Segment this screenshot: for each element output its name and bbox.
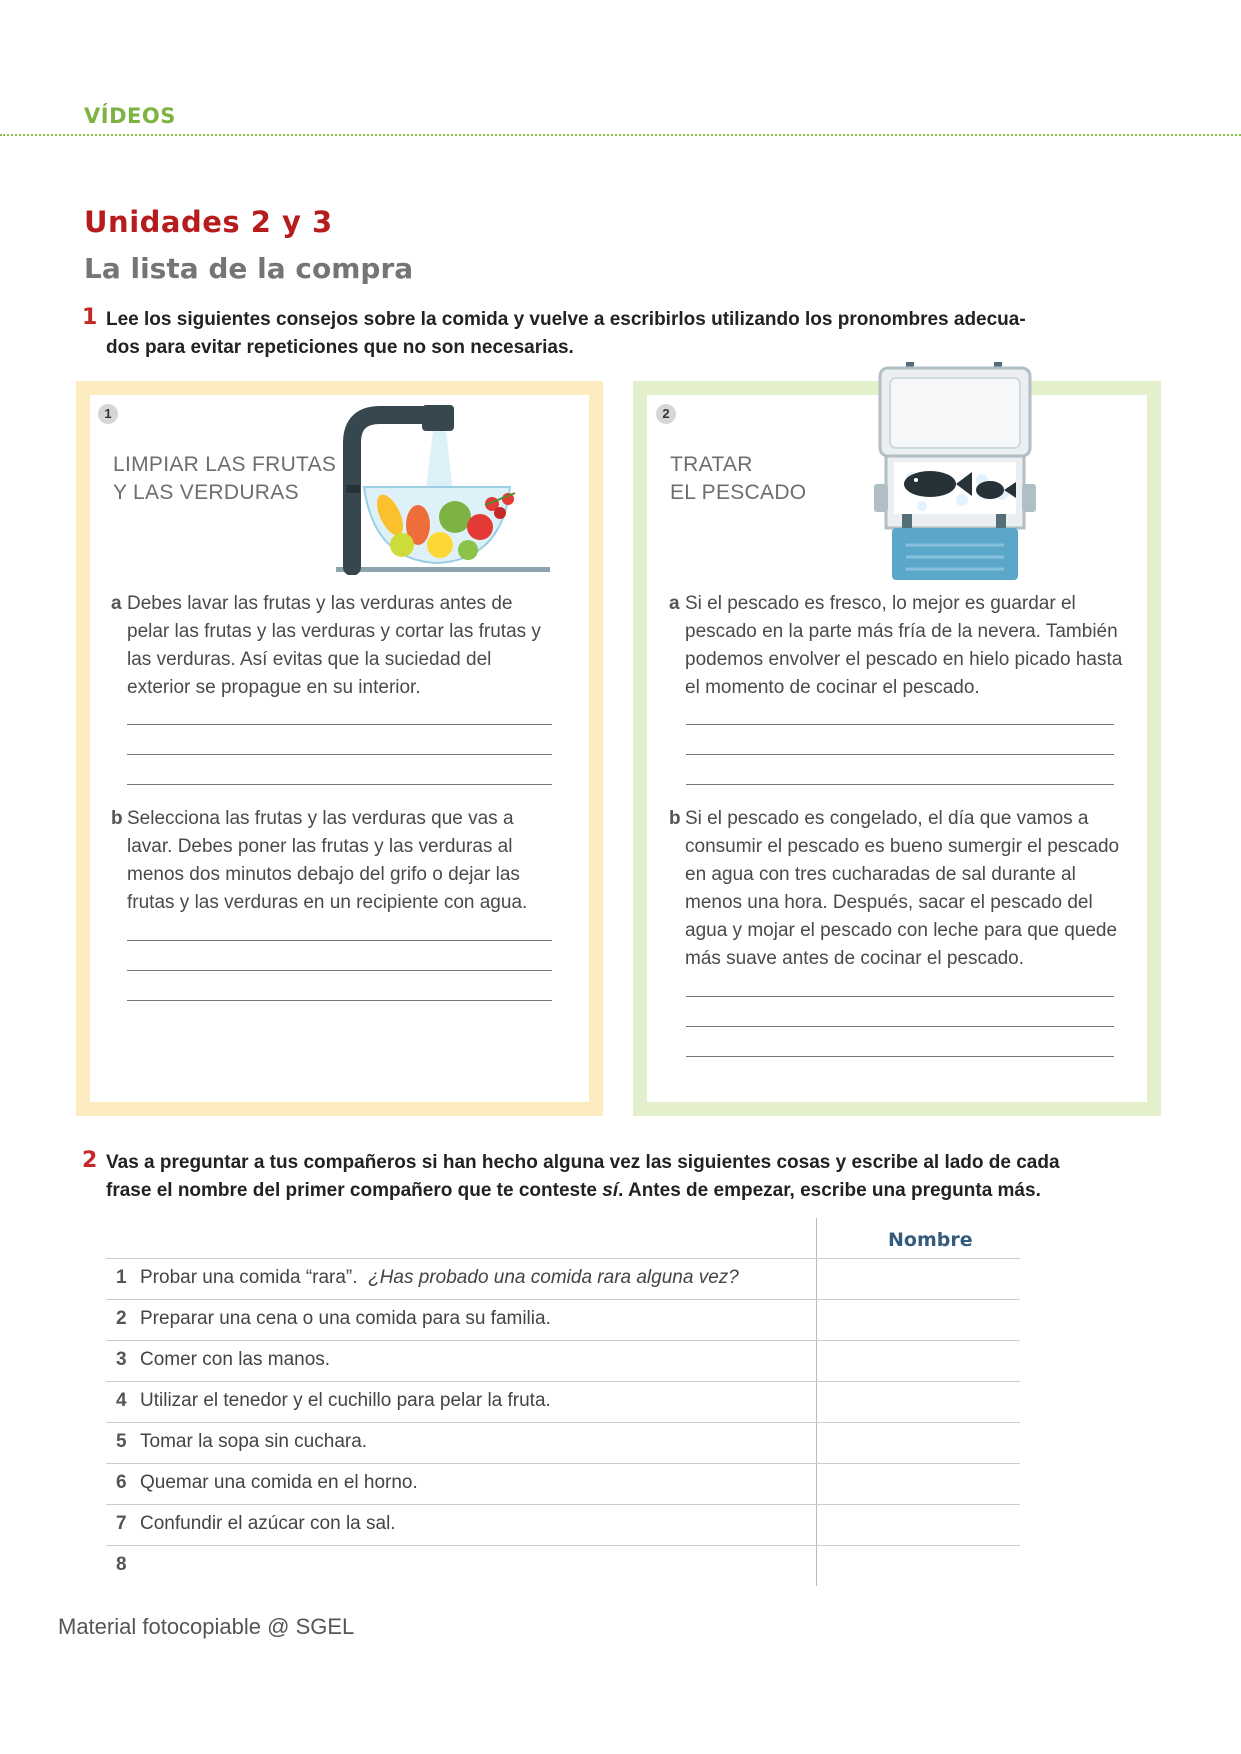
card-2-item-a: a Si el pescado es fresco, lo mejor es guardar el pescado en la parte más fría de la nevera. También podemos envolver el pescado en hielo picado hasta el momento de cocinar el pescado.: [669, 593, 1123, 698]
card-1-number: 1: [98, 404, 118, 424]
section-label: VÍDEOS: [84, 104, 176, 128]
answer-line[interactable]: [686, 1026, 1114, 1027]
cooler-fish-illustration: [872, 360, 1037, 582]
row-number: 4: [116, 1390, 127, 1411]
card-1-item-a: a Debes lavar las frutas y las verduras antes de pelar las frutas y las verduras y cortar las frutas y las verduras. Así evitas que la suciedad del exterior se propague en su interior.: [111, 593, 541, 698]
table-column-divider: [816, 1218, 817, 1586]
table-row: Confundir el azúcar con la sal.: [140, 1513, 396, 1534]
own-question-field[interactable]: [140, 1554, 800, 1580]
row-number: 3: [116, 1349, 127, 1370]
table-row: Utilizar el tenedor y el cuchillo para pelar la fruta.: [140, 1390, 551, 1411]
answer-line[interactable]: [686, 996, 1114, 997]
exercise-2-instruction: Vas a preguntar a tus compañeros si han hecho alguna vez las siguientes cosas y escribe al lado de cada frase el nombre del primer compañero que te conteste sí. Antes de empezar, escribe una pregunta más.: [106, 1152, 1060, 1201]
header-divider: [0, 134, 1241, 136]
exercise-1-instruction: Lee los siguientes consejos sobre la comida y vuelve a escribirlos utilizando los pronombres adecua- dos para evitar repeticiones que no son necesarias.: [106, 309, 1026, 358]
answer-line[interactable]: [127, 940, 552, 941]
table-row: Preparar una cena o una comida para su familia.: [140, 1308, 551, 1329]
row-number: 5: [116, 1431, 127, 1452]
answer-line[interactable]: [686, 754, 1114, 755]
answer-line[interactable]: [127, 784, 552, 785]
faucet-vegetables-illustration: [330, 405, 555, 575]
exercise-1-number: 1: [82, 305, 98, 330]
name-cell[interactable]: [818, 1423, 1020, 1463]
table-row: Comer con las manos.: [140, 1349, 331, 1370]
answer-line[interactable]: [686, 724, 1114, 725]
unit-subtitle: La lista de la compra: [84, 252, 414, 285]
row-number: 2: [116, 1308, 127, 1329]
row-number: 6: [116, 1472, 127, 1493]
table-row: Tomar la sopa sin cuchara.: [140, 1431, 368, 1452]
unit-title: Unidades 2 y 3: [84, 205, 333, 239]
answer-line[interactable]: [686, 1056, 1114, 1057]
name-cell[interactable]: [818, 1505, 1020, 1545]
answer-line[interactable]: [127, 724, 552, 725]
row-number: 1: [116, 1267, 127, 1288]
card-2-item-b: b Si el pescado es congelado, el día que vamos a consumir el pescado es bueno sumergir el pescado en agua con tres cucharadas de sal durante al menos una hora. Después, sacar el pescado del agua y mojar el pescado con leche para que quede más suave antes de cocinar el pescado.: [669, 808, 1120, 969]
table-row: Probar una comida “rara”. ¿Has probado una comida rara alguna vez?: [140, 1267, 739, 1288]
name-cell[interactable]: [818, 1546, 1020, 1586]
name-cell[interactable]: [818, 1300, 1020, 1340]
row-number: 8: [116, 1554, 127, 1575]
name-cell[interactable]: [818, 1259, 1020, 1299]
card-2-number: 2: [656, 404, 676, 424]
table-row: Quemar una comida en el horno.: [140, 1472, 418, 1493]
name-cell[interactable]: [818, 1382, 1020, 1422]
answer-line[interactable]: [127, 1000, 552, 1001]
card-1-item-b: b Selecciona las frutas y las verduras que vas a lavar. Debes poner las frutas y las verduras al menos dos minutos debajo del grifo o dejar las frutas y las verduras en un recipiente con agua.: [111, 808, 528, 913]
answer-line[interactable]: [127, 970, 552, 971]
answer-line[interactable]: [127, 754, 552, 755]
footer-copyright: Material fotocopiable @ SGEL: [58, 1614, 355, 1639]
name-cell[interactable]: [818, 1464, 1020, 1504]
card-1-title: LIMPIAR LAS FRUTAS Y LAS VERDURAS: [113, 453, 337, 504]
column-header-nombre: Nombre: [888, 1229, 973, 1251]
answer-line[interactable]: [686, 784, 1114, 785]
row-number: 7: [116, 1513, 127, 1534]
card-2-title: TRATAR EL PESCADO: [670, 453, 807, 504]
exercise-2-number: 2: [82, 1148, 98, 1173]
name-cell[interactable]: [818, 1341, 1020, 1381]
